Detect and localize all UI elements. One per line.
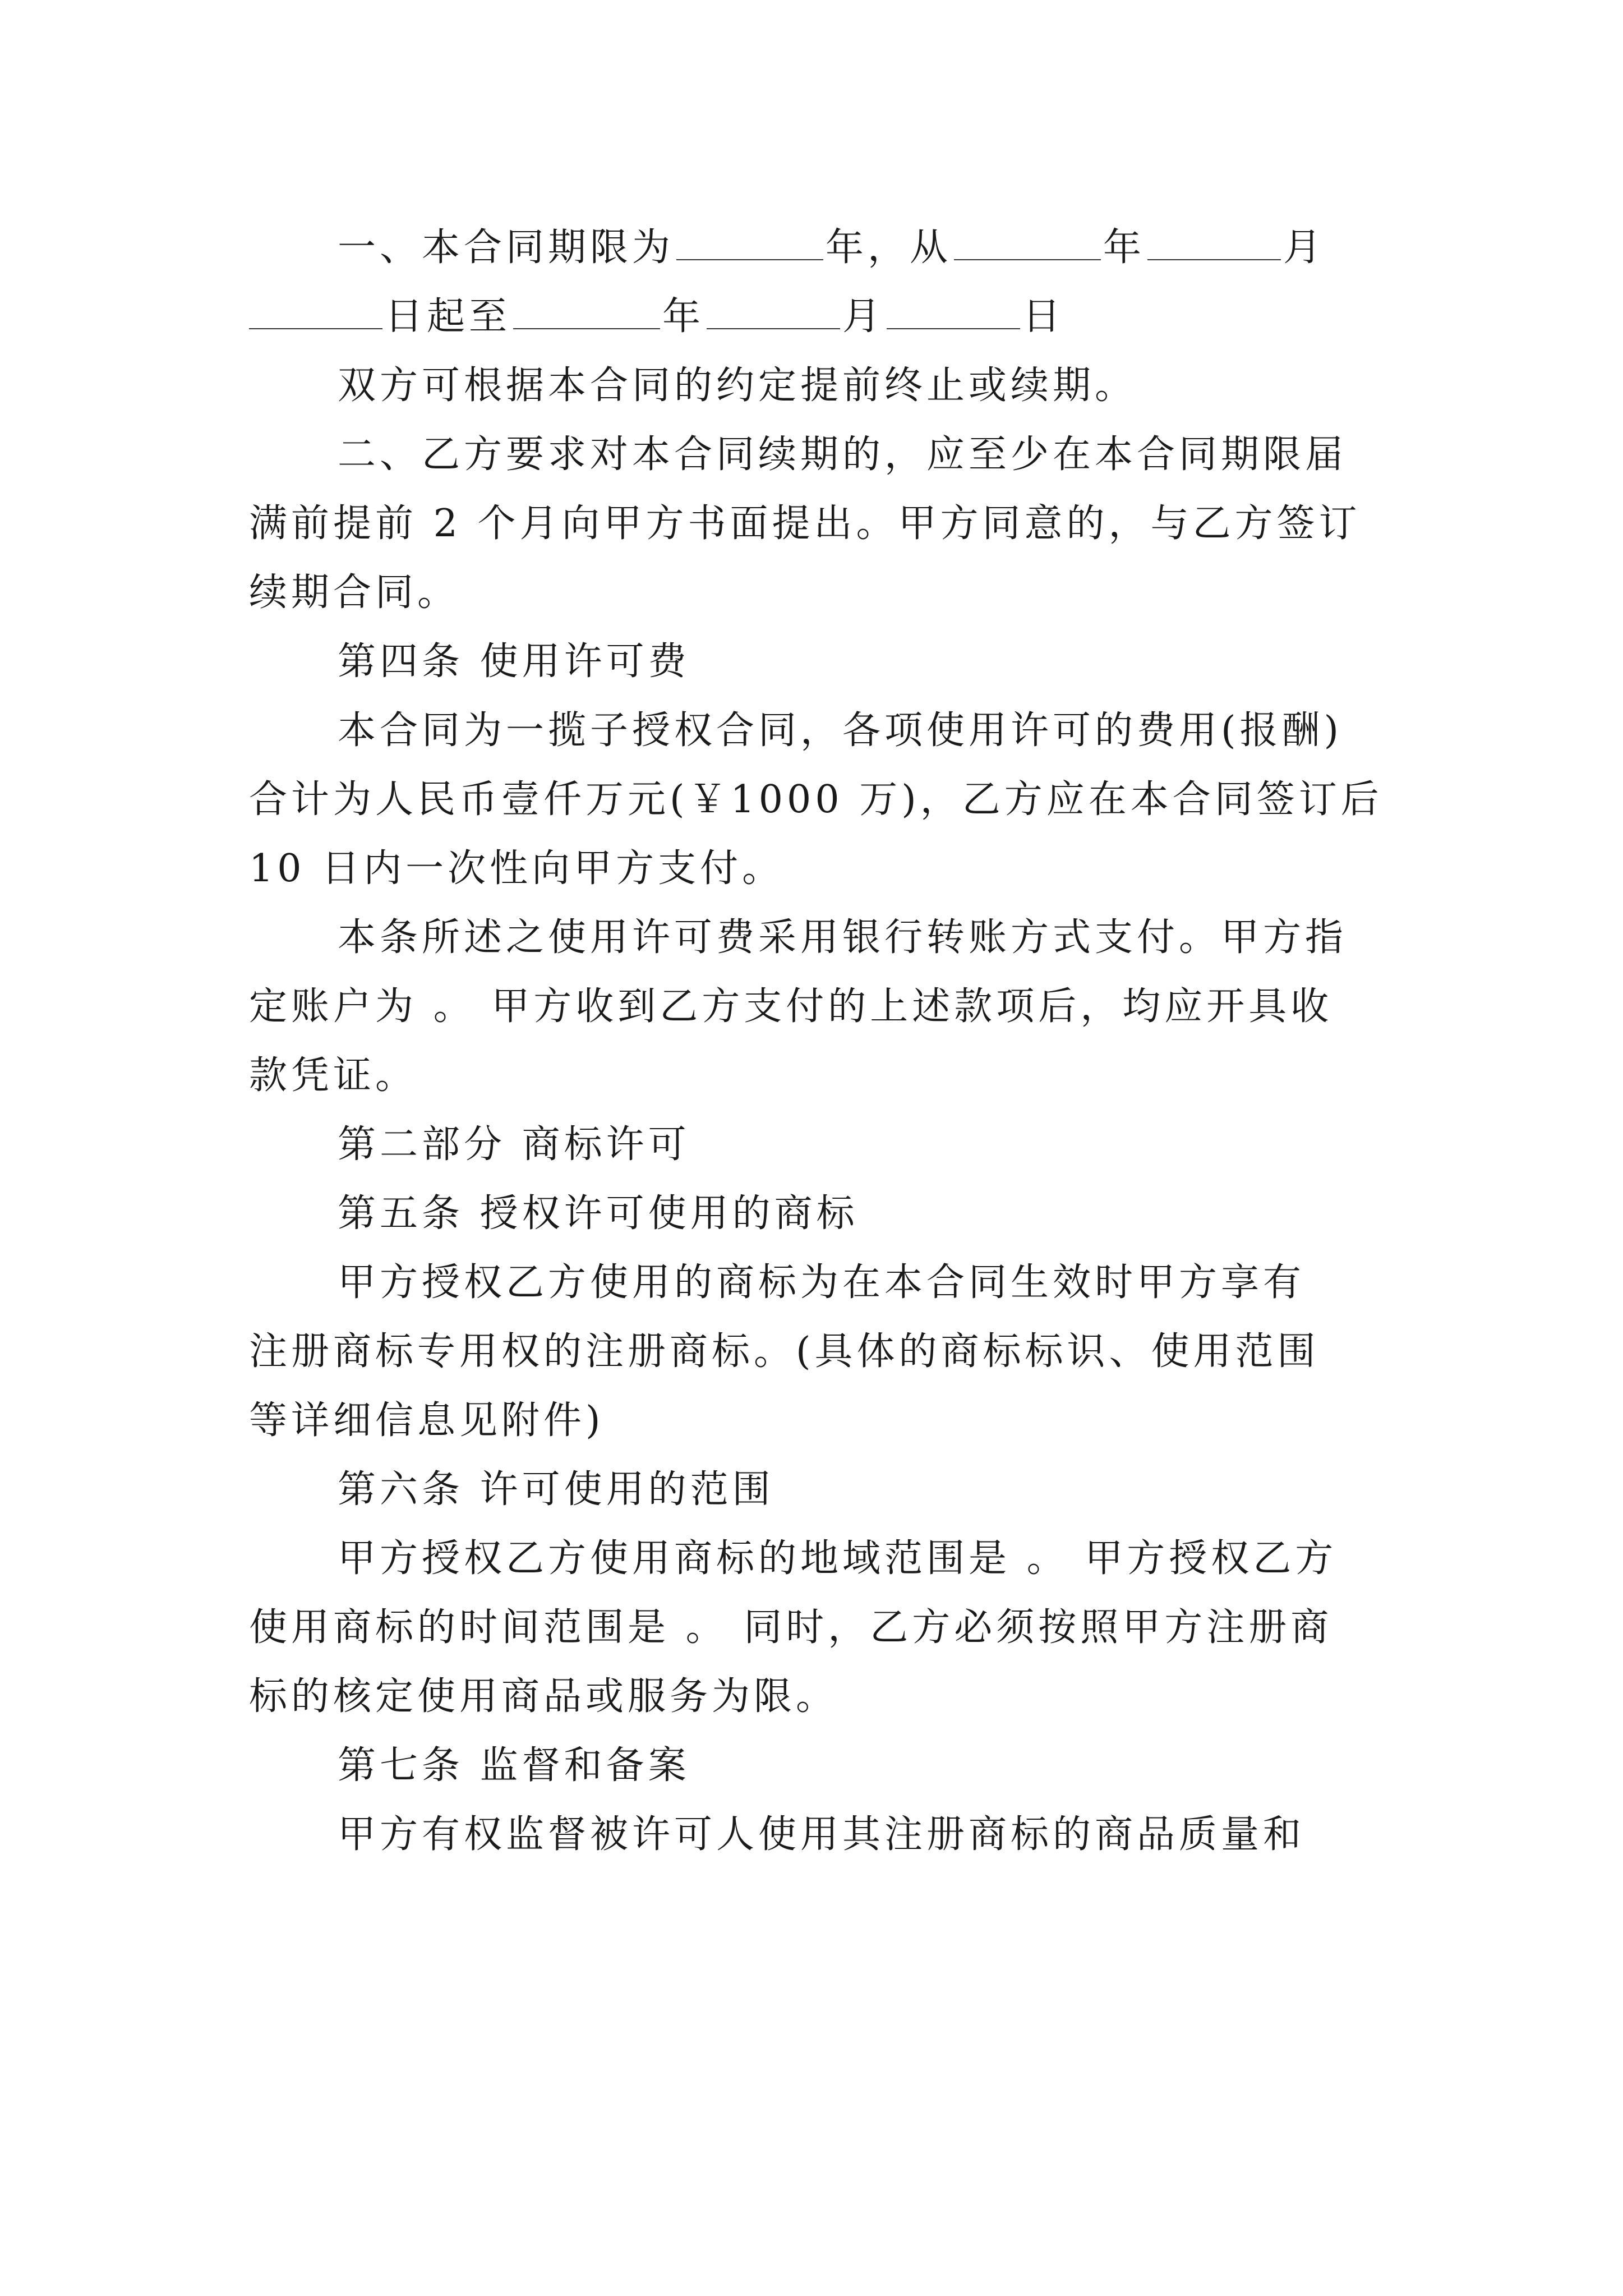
paragraph-line: 二、乙方要求对本合同续期的，应至少在本合同期限届	[338, 432, 1348, 477]
paragraph-line: 款凭证。	[249, 1053, 418, 1098]
term-text-e: 日起至	[385, 295, 511, 339]
paragraph-line: 定账户为 。 甲方收到乙方支付的上述款项后，均应开具收	[249, 984, 1333, 1029]
term-text-h: 日	[1022, 295, 1065, 339]
fill-blank	[887, 289, 1020, 329]
term-text-a: 一、本合同期限为	[338, 226, 675, 270]
term-text-b: 年，从	[826, 226, 952, 270]
section-heading: 第四条 使用许可费	[338, 639, 690, 684]
paragraph-line: 注册商标专用权的注册商标。(具体的商标标识、使用范围	[249, 1329, 1320, 1374]
paragraph-line: 等详细信息见附件)	[249, 1398, 605, 1443]
paragraph-line: 标的核定使用商品或服务为限。	[249, 1674, 838, 1719]
document-body	[249, 213, 1383, 1869]
paragraph-line: 10 日内一次性向甲方支付。	[249, 846, 785, 891]
term-text-g: 月	[842, 295, 885, 339]
section-heading: 第七条 监督和备案	[338, 1743, 690, 1788]
term-text-f: 年	[662, 295, 705, 339]
part-heading: 第二部分 商标许可	[338, 1122, 690, 1167]
term-line-1	[249, 213, 1380, 282]
paragraph-line: 双方可根据本合同的约定提前终止或续期。	[338, 364, 1137, 408]
fill-blank	[707, 289, 840, 329]
fill-blank	[676, 220, 823, 260]
paragraph-line: 甲方有权监督被许可人使用其注册商标的商品质量和	[338, 1812, 1306, 1857]
term-text-c: 年	[1103, 226, 1146, 270]
paragraph-line: 甲方授权乙方使用的商标为在本合同生效时甲方享有	[338, 1260, 1306, 1305]
paragraph-line: 本条所述之使用许可费采用银行转账方式支付。甲方指	[338, 915, 1348, 960]
section-heading: 第五条 授权许可使用的商标	[338, 1191, 859, 1236]
fill-blank	[1147, 220, 1281, 260]
term-text-d: 月	[1283, 226, 1326, 270]
paragraph-line: 合计为人民币壹仟万元(￥1000 万)，乙方应在本合同签订后	[249, 777, 1383, 822]
fill-blank	[249, 289, 382, 329]
paragraph-line: 本合同为一揽子授权合同，各项使用许可的费用(报酬)	[338, 708, 1343, 753]
paragraph-line: 满前提前 2 个月向甲方书面提出。甲方同意的，与乙方签订	[249, 501, 1361, 546]
section-heading: 第六条 许可使用的范围	[338, 1467, 774, 1512]
fill-blank	[513, 289, 660, 329]
term-line-2	[249, 282, 1380, 351]
paragraph-line: 续期合同。	[249, 570, 460, 615]
paragraph-line: 使用商标的时间范围是 。 同时，乙方必须按照甲方注册商	[249, 1605, 1333, 1650]
fill-blank	[954, 220, 1101, 260]
paragraph-line: 甲方授权乙方使用商标的地域范围是 。 甲方授权乙方	[338, 1536, 1338, 1581]
